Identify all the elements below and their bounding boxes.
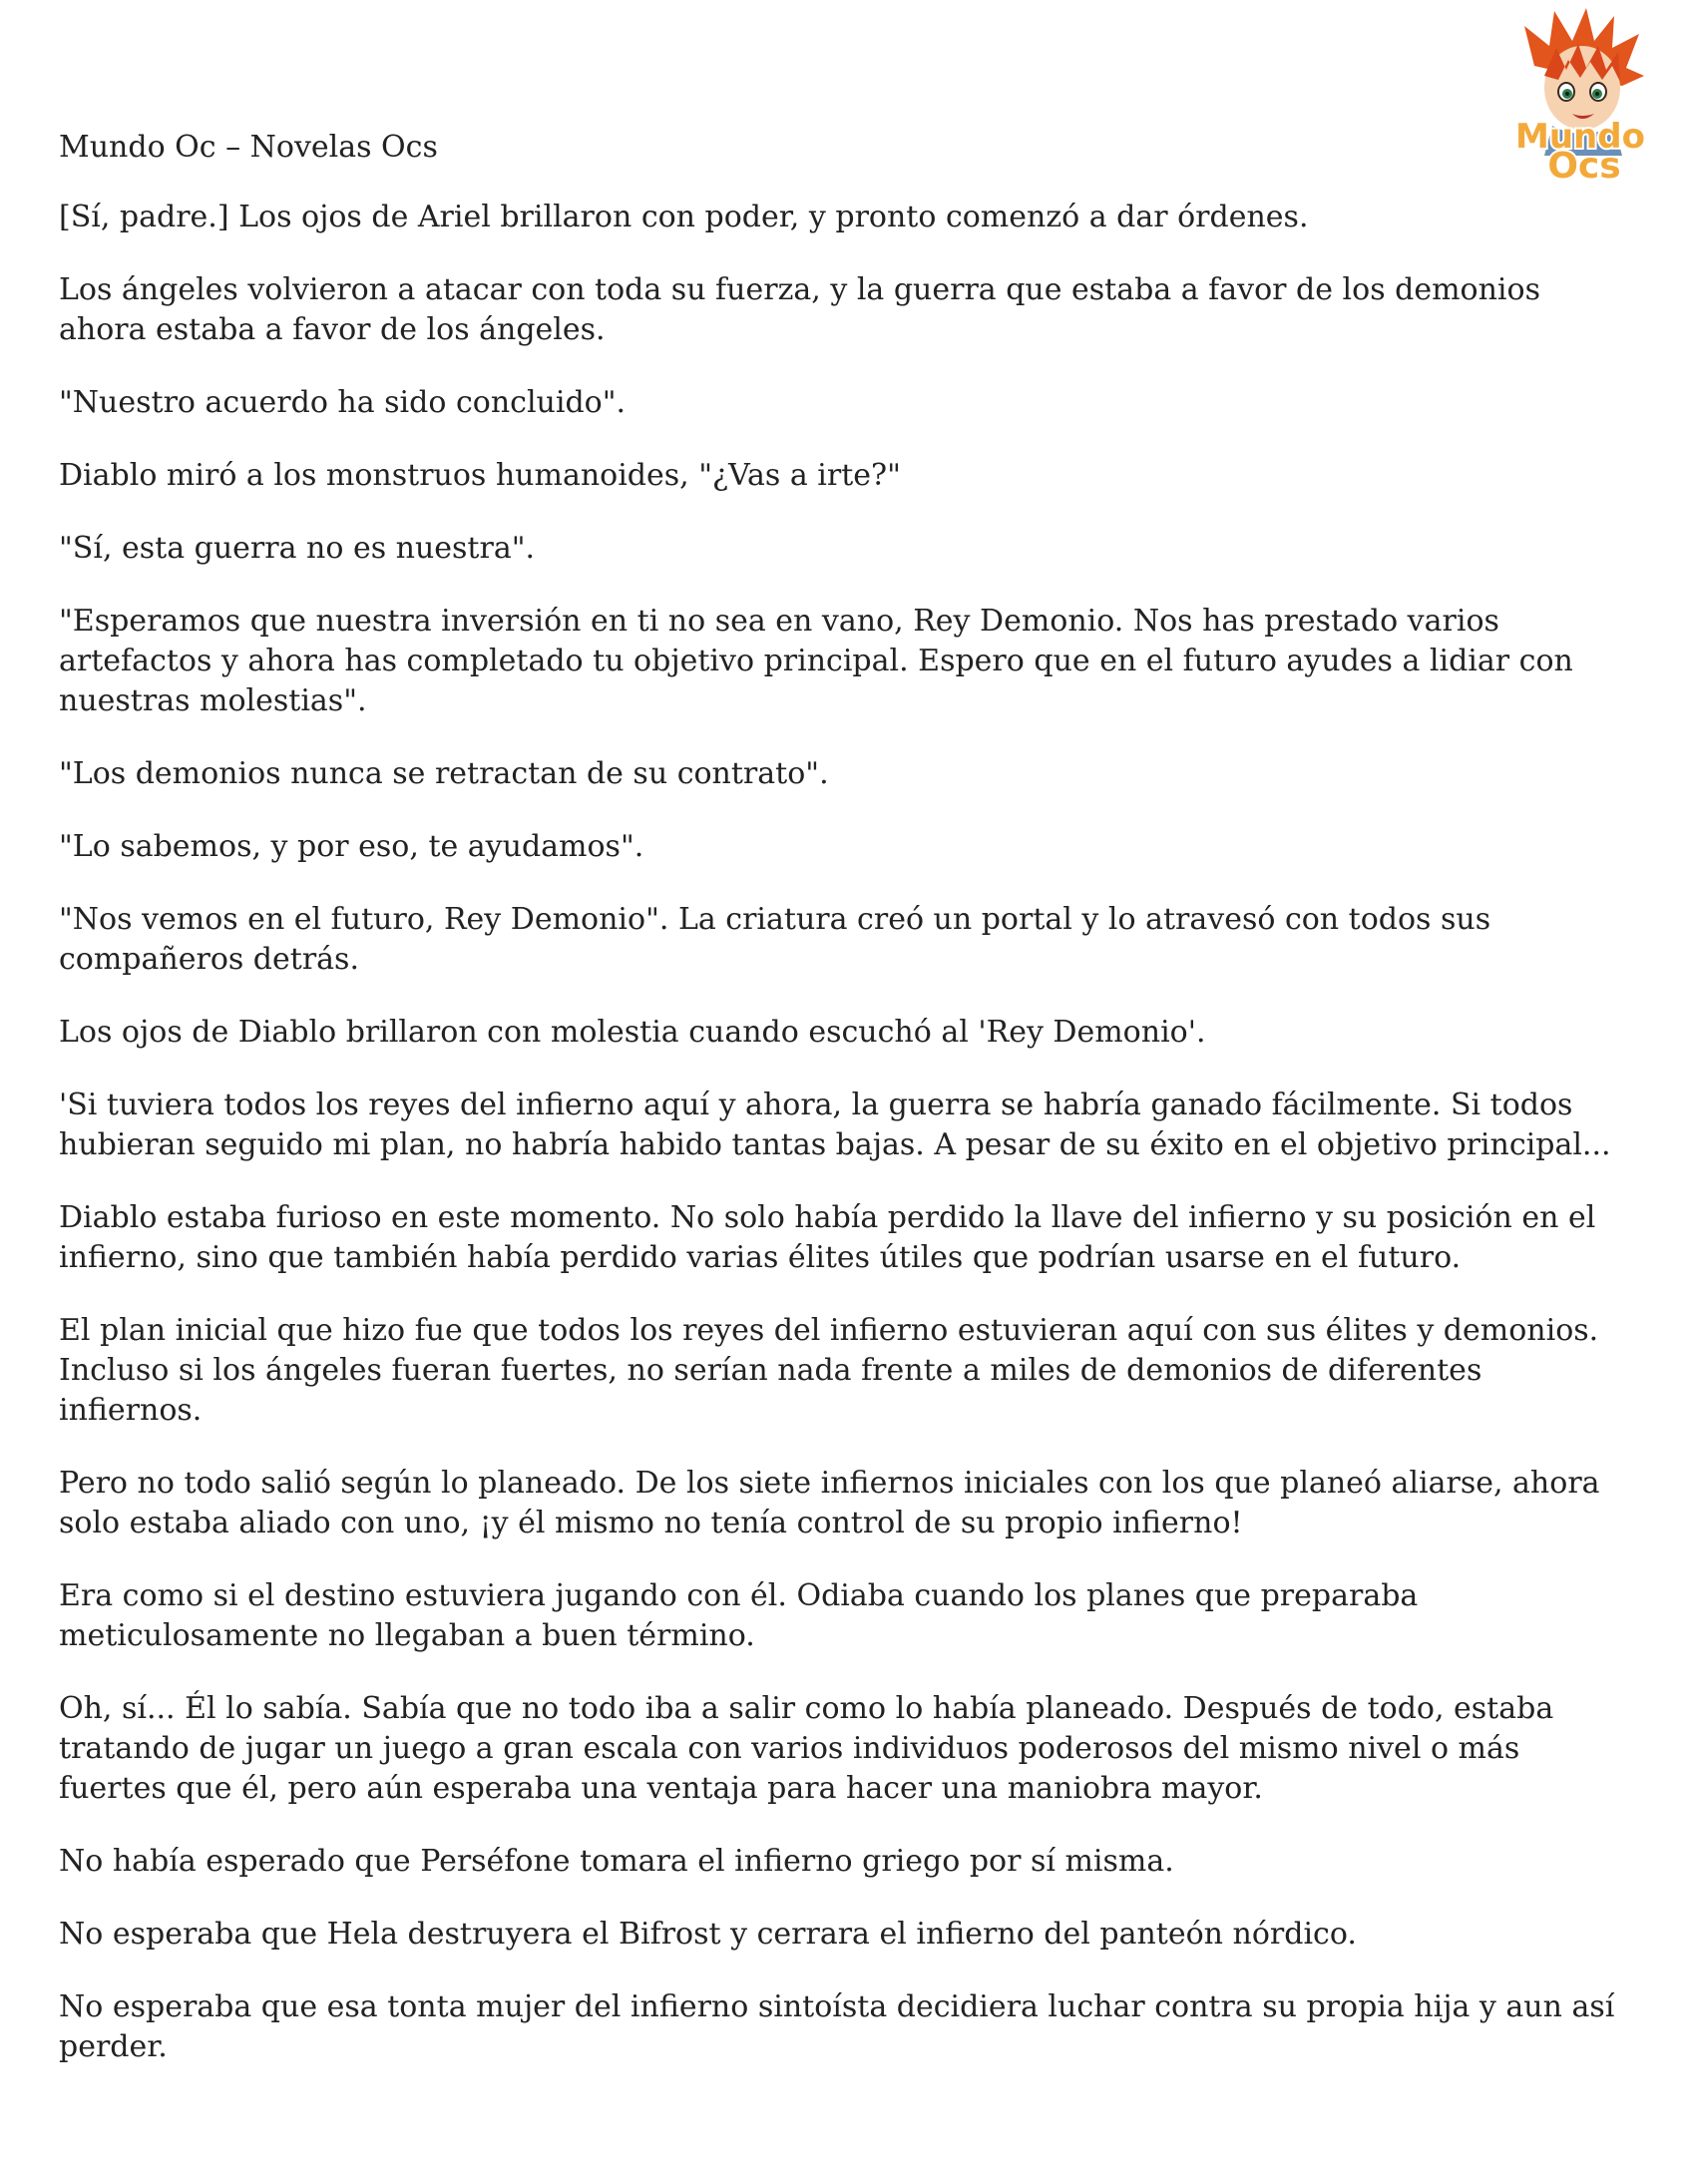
paragraph: Diablo miró a los monstruos humanoides, "¿Vas a irte?" [59,458,901,493]
paragraph: "Nuestro acuerdo ha sido concluido". [59,385,627,420]
paragraph: El plan inicial que hizo fue que todos los reyes del infierno estuvieran aquí con sus élites y demonios. Incluso si los ángeles fueran fuertes, no serían nada frente a miles de demonios de diferentes infiernos. [59,1313,1599,1428]
paragraph: No había esperado que Perséfone tomara el infierno griego por sí misma. [59,1844,1174,1879]
paragraph: "Los demonios nunca se retractan de su contrato". [59,756,829,791]
paragraph: "Nos vemos en el futuro, Rey Demonio". La criatura creó un portal y lo atravesó con todos sus compañeros detrás. [59,902,1491,977]
paragraph: [Sí, padre.] Los ojos de Ariel brillaron con poder, y pronto comenzó a dar órdenes. [59,200,1309,234]
paragraph: Los ojos de Diablo brillaron con molestia cuando escuchó al 'Rey Demonio'. [59,1015,1206,1050]
site-title: Mundo Oc – Novelas Ocs [59,130,438,165]
svg-text:Ocs: Ocs [1547,146,1621,184]
paragraph: Pero no todo salió según lo planeado. De los siete infiernos iniciales con los que planeó aliarse, ahora solo estaba aliado con uno, ¡y él mismo no tenía control de su propio infierno! [59,1466,1600,1540]
paragraph: "Sí, esta guerra no es nuestra". [59,531,536,566]
document-body [59,128,1625,2100]
paragraph: Oh, sí... Él lo sabía. Sabía que no todo iba a salir como lo había planeado. Después de todo, estaba tratando de jugar un juego a gran escala con varios individuos poderosos del mismo nivel o más fuertes que él, pero aún esperaba una ventaja para hacer una maniobra mayor. [59,1691,1554,1806]
paragraph: No esperaba que esa tonta mujer del infierno sintoísta decidiera luchar contra su propia hija y aun así perder. [59,1989,1615,2064]
paragraph: Era como si el destino estuviera jugando con él. Odiaba cuando los planes que preparaba meticulosamente no llegaban a buen término. [59,1578,1419,1653]
paragraph: Diablo estaba furioso en este momento. No solo había perdido la llave del infierno y su posición en el infierno, sino que también había perdido varias élites útiles que podrían usarse en el futuro. [59,1200,1596,1275]
paragraph: Los ángeles volvieron a atacar con toda su fuerza, y la guerra que estaba a favor de los demonios ahora estaba a favor de los ángeles. [59,272,1540,347]
svg-text:Mundo: Mundo [1515,117,1645,157]
paragraph: No esperaba que Hela destruyera el Bifrost y cerrara el infierno del panteón nórdico. [59,1917,1357,1952]
paragraph: "Lo sabemos, y por eso, te ayudamos". [59,829,644,864]
paragraph: 'Si tuviera todos los reyes del infierno aquí y ahora, la guerra se habría ganado fácilmente. Si todos hubieran seguido mi plan, no habría habido tantas bajas. A pesar de su éxito en el objetivo principal... [59,1088,1611,1162]
paragraph: "Esperamos que nuestra inversión en ti no sea en vano, Rey Demonio. Nos has prestado varios artefactos y ahora has completado tu objetivo principal. Espero que en el futuro ayudes a lidiar con nuestras molestias". [59,604,1573,718]
